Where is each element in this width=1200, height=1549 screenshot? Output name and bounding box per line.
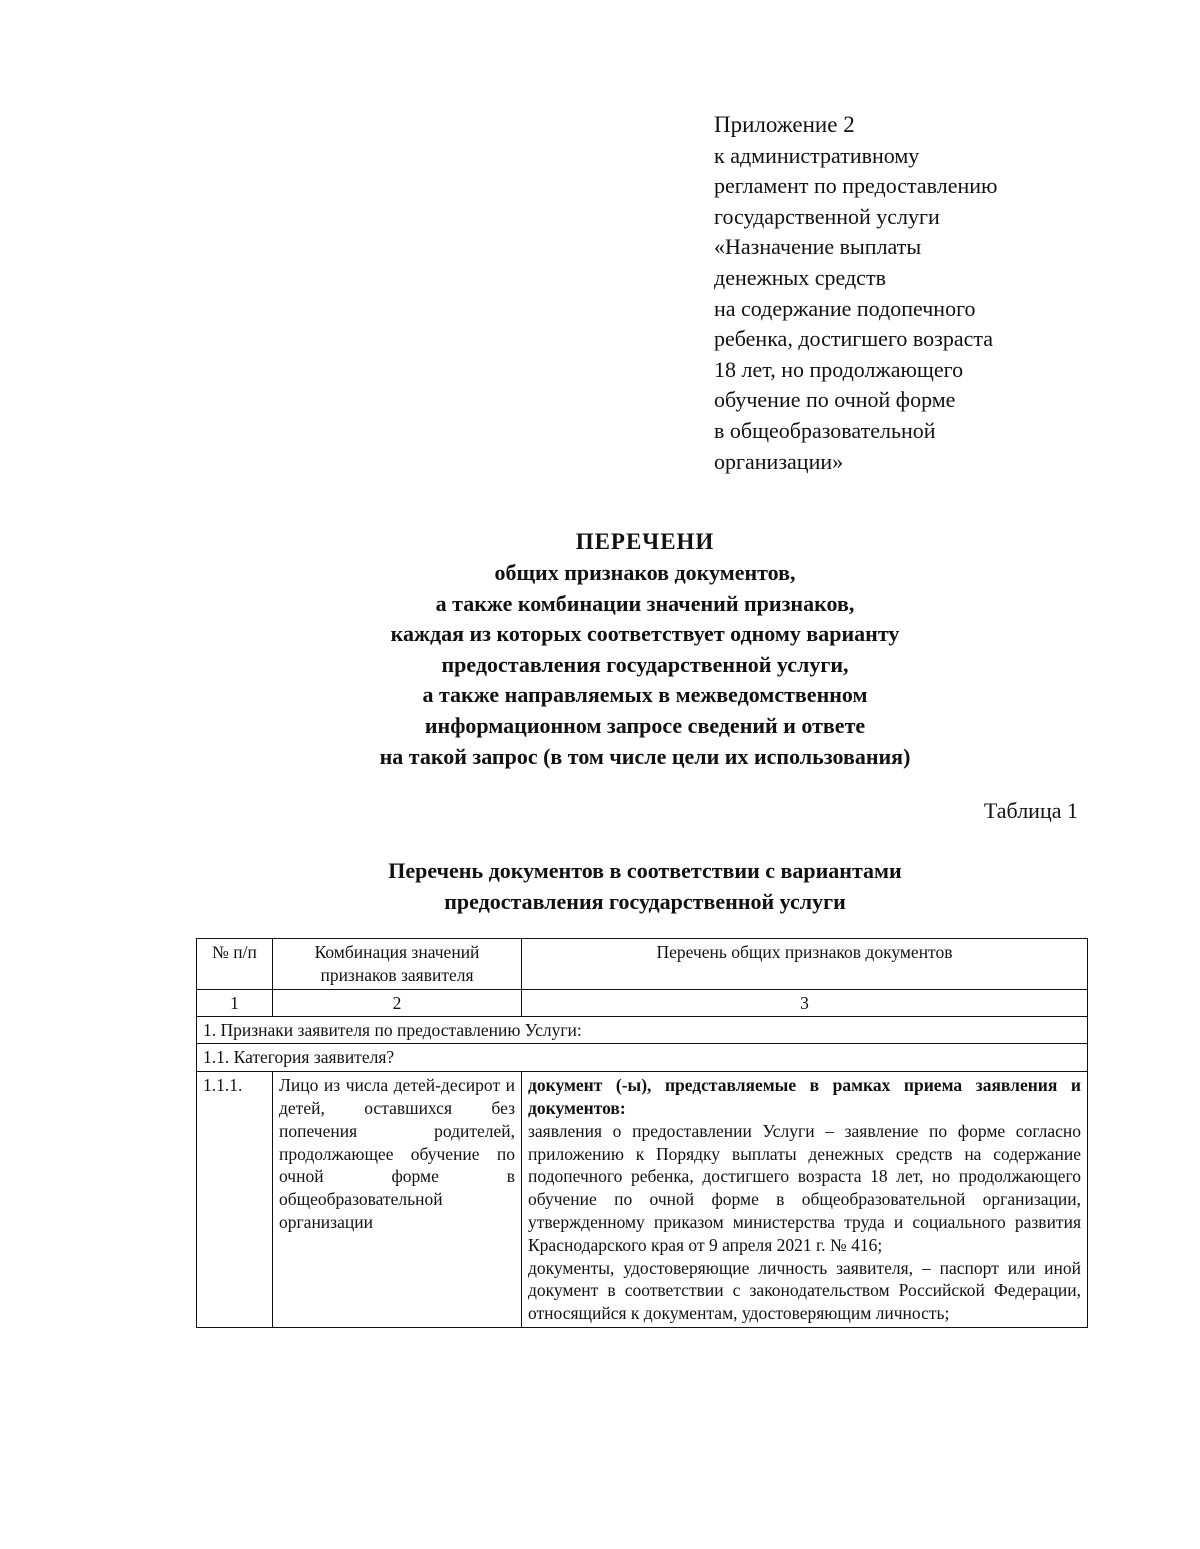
subsection-cell: 1.1. Категория заявителя? (197, 1044, 1088, 1072)
column-number-cell: 1 (197, 989, 273, 1016)
table-title-line: предоставления государственной услуги (444, 889, 846, 914)
column-number-row (197, 989, 1088, 1016)
table-label: Таблица 1 (983, 798, 1078, 823)
section-row (197, 1016, 1088, 1044)
documents-table (196, 938, 1088, 1328)
header-cell-number: № п/п (197, 939, 273, 990)
appendix-line: государственной услуги (714, 203, 940, 229)
heading-line: а также направляемых в межведомственном (422, 682, 868, 708)
document-item: заявления о предоставлении Услуги – заявление по форме согласно приложению к Порядку выплаты денежных средств на содержание подопечного ребенка, достигшего возраста 18 лет, но продолжающего обучение по очной форме в общеобразовательной организации, утвержденному приказом министерства труда и социального развития Краснодарского края от 9 апреля 2021 г. № 416; (528, 1120, 1081, 1255)
documents-cell (522, 1072, 1088, 1328)
appendix-line: 18 лет, но продолжающего (714, 356, 964, 382)
heading-line: каждая из которых соответствует одному варианту (390, 621, 900, 647)
documents-heading: документ (-ы), представляемые в рамках приема заявления и документов: (528, 1075, 1081, 1118)
appendix-line: обучение по очной форме (714, 387, 956, 413)
appendix-line: организации» (714, 448, 844, 474)
heading-line: предоставления государственной услуги, (441, 651, 849, 677)
column-number-cell: 3 (522, 989, 1088, 1016)
header-cell-combination: Комбинация значений признаков заявителя (273, 939, 522, 990)
document-item: документы, удостоверяющие личность заявителя, – паспорт или иной документ в соответствии с законодательством Российской Федерации, относящийся к документам, удостоверяющим личность; (528, 1257, 1081, 1324)
table-title (195, 855, 1095, 917)
appendix-line: к административному (714, 142, 920, 168)
heading-line: общих признаков документов, (494, 560, 796, 585)
heading-line: а также комбинации значений признаков, (435, 590, 855, 616)
appendix-line: Приложение 2 (714, 112, 855, 137)
heading-line: информационном запросе сведений и ответе (424, 712, 866, 738)
table-title-line: Перечень документов в соответствии с вариантами (388, 858, 902, 883)
column-number-cell: 2 (273, 989, 522, 1016)
appendix-line: «Назначение выплаты (714, 234, 922, 260)
appendix-line: регламент по предоставлению (714, 173, 998, 199)
row-number-cell: 1.1.1. (197, 1072, 273, 1328)
heading-line: на такой запрос (в том числе цели их использования) (379, 743, 911, 769)
subsection-row (197, 1044, 1088, 1072)
document-heading (195, 526, 1095, 772)
document-title: ПЕРЕЧЕНИ (575, 529, 715, 554)
appendix-block (714, 110, 1114, 477)
appendix-line: денежных средств (714, 264, 886, 290)
appendix-line: ребенка, достигшего возраста (714, 326, 994, 352)
appendix-line: на содержание подопечного (714, 295, 976, 321)
table-header-row (197, 939, 1088, 990)
table-row (197, 1072, 1088, 1328)
combination-cell: Лицо из числа детей-десирот и детей, оставшихся без попечения родителей, продолжающее обучение по очной форме в общеобразовательной организации (273, 1072, 522, 1328)
section-cell: 1. Признаки заявителя по предоставлению Услуги: (197, 1016, 1088, 1044)
header-cell-documents: Перечень общих признаков документов (522, 939, 1088, 990)
appendix-line: в общеобразовательной (714, 417, 936, 443)
